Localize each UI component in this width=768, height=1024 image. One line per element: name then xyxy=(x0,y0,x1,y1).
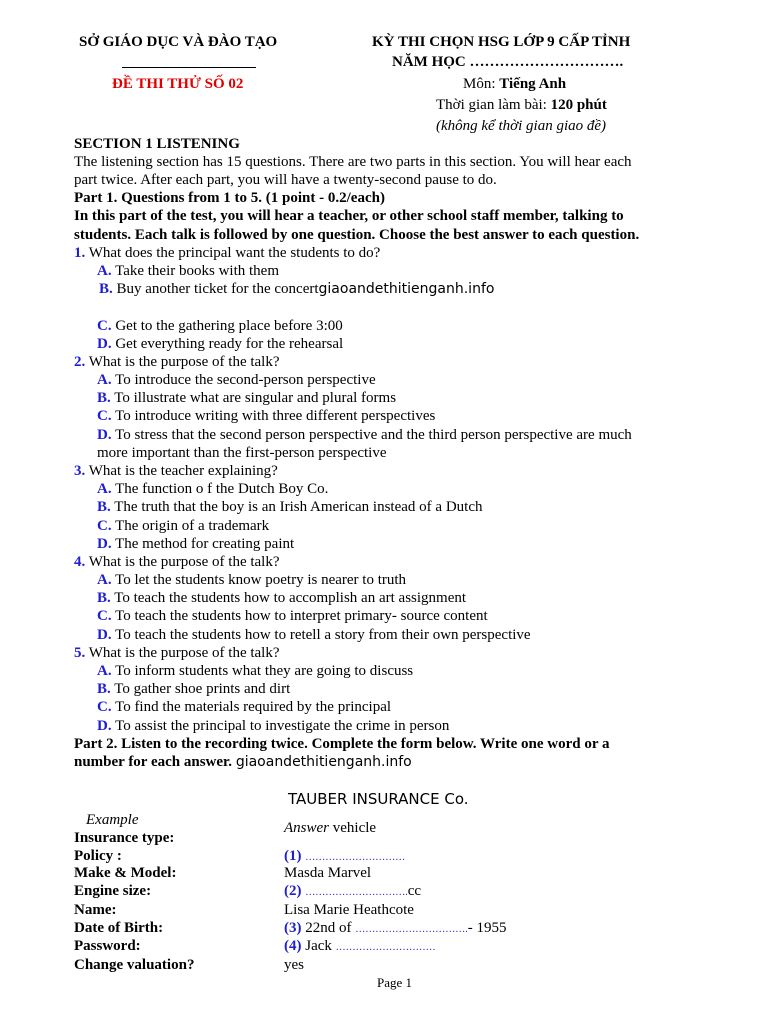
option-letter: B. xyxy=(99,281,113,297)
q2-option-d xyxy=(97,426,632,444)
answer-blank[interactable]: ………………………… xyxy=(335,942,436,953)
option-text: The truth that the boy is an Irish American instead of a Dutch xyxy=(110,499,483,515)
subject-prefix: Môn: xyxy=(463,76,500,92)
q2-option-d-continued: more important than the first-person perspective xyxy=(97,445,387,461)
date-prefix: 22nd of xyxy=(301,920,356,936)
option-text: To teach the students how to retell a story from their own perspective xyxy=(111,627,531,643)
q1-option-a xyxy=(97,262,279,280)
form-answer-3 xyxy=(284,919,507,939)
q1-option-b xyxy=(99,280,494,298)
time-prefix: Thời gian làm bài: xyxy=(436,97,551,113)
q2-option-c xyxy=(97,407,435,425)
question-number: 5. xyxy=(74,645,86,661)
option-letter: B. xyxy=(97,590,111,606)
question-1 xyxy=(74,244,380,262)
subject-line xyxy=(463,75,566,93)
question-text: What is the purpose of the talk? xyxy=(85,554,280,570)
q2-option-a xyxy=(97,371,376,389)
question-3 xyxy=(74,462,278,480)
part1-title: Part 1. Questions from 1 to 5. (1 point - 0.2/each) xyxy=(74,190,385,206)
time-note: (không kể thời gian giao đề) xyxy=(436,118,607,134)
option-text: To stress that the second person perspective and the third person perspective are much xyxy=(111,427,632,443)
time-line xyxy=(436,96,607,114)
q1-option-d xyxy=(97,335,343,353)
page-number: Page 1 xyxy=(377,975,413,990)
form-label-date-of-birth: Date of Birth: xyxy=(74,920,164,936)
q5-option-b xyxy=(97,680,290,698)
section-title: SECTION 1 LISTENING xyxy=(74,136,240,152)
option-text: Take their books with them xyxy=(111,263,279,279)
blank-number: (2) xyxy=(284,883,302,899)
option-text: The method for creating paint xyxy=(111,536,295,552)
q1-option-c xyxy=(97,317,343,335)
part2-instruction-text: number for each answer. xyxy=(74,754,236,770)
option-letter: C. xyxy=(97,408,112,424)
option-letter: D. xyxy=(97,718,112,734)
part1-instruction-1: In this part of the test, you will hear a teacher, or other school staff member, talking to xyxy=(74,208,624,224)
option-letter: A. xyxy=(97,663,112,679)
option-text: To inform students what they are going to discuss xyxy=(111,663,414,679)
option-letter: A. xyxy=(97,263,112,279)
question-text: What is the purpose of the talk? xyxy=(85,645,280,661)
part1-instruction-2: students. Each talk is followed by one question. Choose the best answer to each question. xyxy=(74,227,640,243)
department-title: SỞ GIÁO DỤC VÀ ĐÀO TẠO xyxy=(79,34,278,50)
option-letter: C. xyxy=(97,699,112,715)
option-letter: B. xyxy=(97,390,111,406)
answer-blank[interactable]: ……………………………. xyxy=(355,924,468,935)
example-answer xyxy=(284,819,376,837)
form-label-name: Name: xyxy=(74,902,117,918)
form-label-make-model: Make & Model: xyxy=(74,865,177,881)
intro-line-1: The listening section has 15 questions. There are two parts in this section. You will hear each xyxy=(74,154,632,170)
form-title: TAUBER INSURANCE Co. xyxy=(288,790,469,808)
form-answer-4 xyxy=(284,937,436,957)
answer-value: vehicle xyxy=(329,820,377,836)
option-text: To teach the students how to accomplish an art assignment xyxy=(110,590,467,606)
option-text: Get to the gathering place before 3:00 xyxy=(111,318,343,334)
option-letter: D. xyxy=(97,427,112,443)
answer-blank[interactable]: …………………………. xyxy=(305,887,408,898)
q5-option-a xyxy=(97,662,413,680)
question-text: What is the teacher explaining? xyxy=(85,463,278,479)
option-text: To let the students know poetry is nearer to truth xyxy=(111,572,407,588)
option-text: To assist the principal to investigate the crime in person xyxy=(111,718,450,734)
blank-number: (3) xyxy=(284,920,302,936)
option-text: The function o f the Dutch Boy Co. xyxy=(111,481,329,497)
q4-option-d xyxy=(97,626,531,644)
part2-instruction-1: Part 2. Listen to the recording twice. Complete the form below. Write one word or a xyxy=(74,736,610,752)
option-text: To teach the students how to interpret primary- source content xyxy=(111,608,488,624)
q4-option-a xyxy=(97,571,406,589)
option-letter: B. xyxy=(97,681,111,697)
header-underline xyxy=(122,67,256,68)
q3-option-a xyxy=(97,480,328,498)
question-number: 2. xyxy=(74,354,86,370)
exam-label: ĐỀ THI THỬ SỐ 02 xyxy=(112,76,244,92)
form-value-make-model: Masda Marvel xyxy=(284,865,372,881)
subject-value: Tiếng Anh xyxy=(499,76,567,92)
question-number: 1. xyxy=(74,245,86,261)
question-4 xyxy=(74,553,280,571)
option-letter: D. xyxy=(97,536,112,552)
q5-option-d xyxy=(97,717,449,735)
part2-instruction-2 xyxy=(74,753,412,771)
q3-option-b xyxy=(97,498,482,516)
watermark-text: giaoandethitienganh.info xyxy=(235,754,412,770)
form-label-password: Password: xyxy=(74,938,141,954)
answer-blank[interactable]: ………………………… xyxy=(305,852,406,863)
option-text: The origin of a trademark xyxy=(111,518,270,534)
option-text: To introduce the second-person perspective xyxy=(111,372,376,388)
q5-option-c xyxy=(97,698,391,716)
q4-option-c xyxy=(97,607,488,625)
option-letter: C. xyxy=(97,518,112,534)
option-letter: D. xyxy=(97,627,112,643)
q4-option-b xyxy=(97,589,466,607)
blank-number: (1) xyxy=(284,848,302,864)
form-label-change-valuation: Change valuation? xyxy=(74,957,195,973)
form-label-policy: Policy : xyxy=(74,848,122,864)
option-letter: D. xyxy=(97,336,112,352)
option-text: To gather shoe prints and dirt xyxy=(110,681,291,697)
option-letter: C. xyxy=(97,608,112,624)
q2-option-b xyxy=(97,389,396,407)
school-year: NĂM HỌC …………………………. xyxy=(392,54,624,70)
form-label-engine-size: Engine size: xyxy=(74,883,152,899)
watermark-text: giaoandethitienganh.info xyxy=(318,281,495,297)
option-letter: C. xyxy=(97,318,112,334)
form-answer-2 xyxy=(284,882,421,902)
form-label-insurance-type: Insurance type: xyxy=(74,830,175,846)
option-text: To introduce writing with three different perspectives xyxy=(111,408,436,424)
form-value-name: Lisa Marie Heathcote xyxy=(284,902,414,918)
exam-title: KỲ THI CHỌN HSG LỚP 9 CẤP TỈNH xyxy=(372,34,631,50)
example-label: Example xyxy=(86,812,139,828)
option-text: To illustrate what are singular and plural forms xyxy=(110,390,397,406)
option-letter: A. xyxy=(97,372,112,388)
question-text: What is the purpose of the talk? xyxy=(85,354,280,370)
option-text: To find the materials required by the principal xyxy=(111,699,392,715)
unit-suffix: cc xyxy=(407,883,422,899)
date-suffix: - 1955 xyxy=(467,920,507,936)
option-letter: B. xyxy=(97,499,111,515)
q3-option-c xyxy=(97,517,269,535)
option-text: Get everything ready for the rehearsal xyxy=(111,336,344,352)
question-5 xyxy=(74,644,280,662)
option-text: Buy another ticket for the concert xyxy=(112,281,319,297)
question-2 xyxy=(74,353,280,371)
question-number: 3. xyxy=(74,463,86,479)
answer-label: Answer xyxy=(284,820,329,836)
form-value-change-valuation: yes xyxy=(284,957,304,973)
q3-option-d xyxy=(97,535,294,553)
blank-number: (4) xyxy=(284,938,302,954)
intro-line-2: part twice. After each part, you will have a twenty-second pause to do. xyxy=(74,172,497,188)
question-number: 4. xyxy=(74,554,86,570)
option-letter: A. xyxy=(97,481,112,497)
question-text: What does the principal want the students to do? xyxy=(85,245,381,261)
time-value: 120 phút xyxy=(550,97,607,113)
option-letter: A. xyxy=(97,572,112,588)
password-prefix: Jack xyxy=(301,938,336,954)
